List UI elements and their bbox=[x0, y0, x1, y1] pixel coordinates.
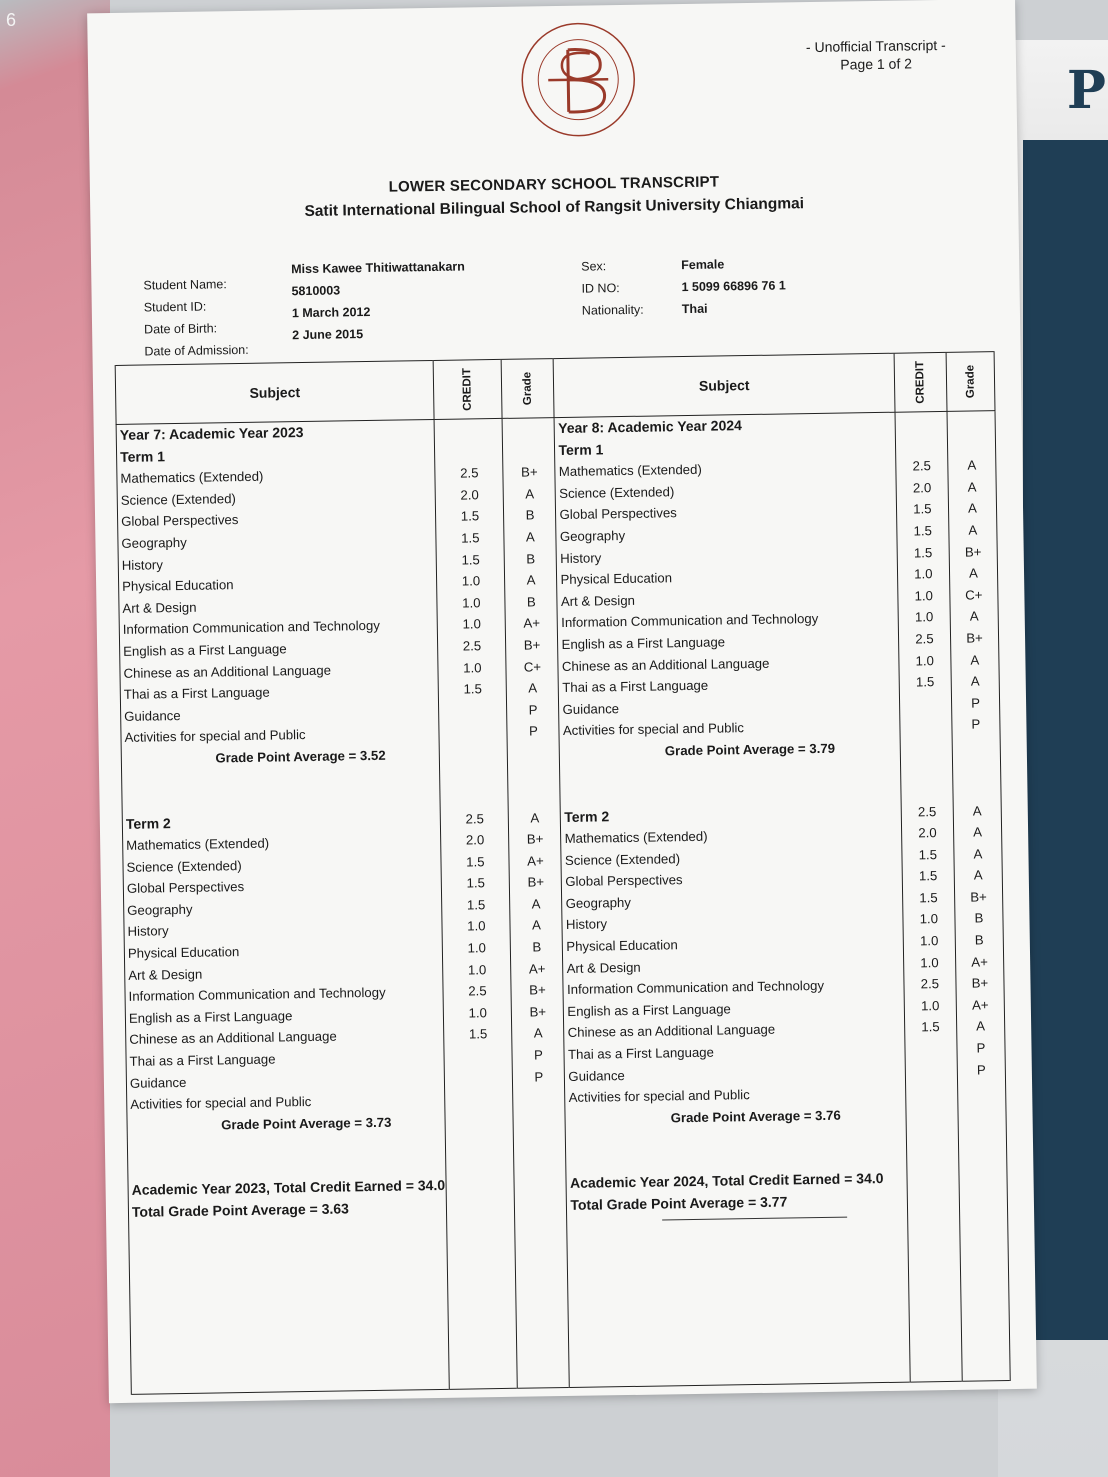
total-credit: Academic Year 2024, Total Credit Earned = 34.0 bbox=[569, 1170, 884, 1192]
grade-value: A bbox=[976, 1018, 986, 1034]
credit-value: 1.0 bbox=[914, 609, 934, 625]
background-navy-panel bbox=[1023, 140, 1108, 1340]
subject-row: Thai as a First Language bbox=[129, 1051, 276, 1069]
spacer bbox=[503, 440, 554, 462]
year7-subject-column bbox=[116, 419, 450, 1394]
spacer bbox=[441, 786, 508, 809]
subject-row: Geography bbox=[559, 527, 626, 544]
credit-value: 1.0 bbox=[919, 933, 939, 949]
credit-value: 2.5 bbox=[915, 631, 934, 647]
spacer bbox=[560, 758, 900, 806]
total-gpa: Total Grade Point Average = 3.63 bbox=[131, 1200, 350, 1220]
grade-value: A bbox=[531, 917, 541, 933]
credit-value: 1.0 bbox=[914, 566, 933, 582]
dob-label: Date of Birth: bbox=[144, 321, 218, 337]
grade-value: B+ bbox=[970, 889, 987, 905]
sex: Female bbox=[681, 257, 725, 273]
grade-value: A+ bbox=[971, 954, 988, 970]
subject-row: Global Perspectives bbox=[121, 512, 239, 530]
grade-value: A bbox=[531, 896, 541, 912]
credit-value: 1.5 bbox=[913, 501, 932, 517]
spacer bbox=[901, 779, 952, 801]
credit-value: 1.0 bbox=[468, 1005, 488, 1021]
credit-value bbox=[906, 1059, 957, 1081]
spacer bbox=[128, 1132, 446, 1180]
grade-value: A bbox=[526, 572, 536, 588]
subject-row: Physical Education bbox=[560, 570, 673, 588]
term-gpa: Grade Point Average = 3.52 bbox=[215, 747, 386, 766]
grade-value: B+ bbox=[529, 1004, 547, 1020]
credit-value bbox=[439, 700, 506, 723]
credit-value: 1.0 bbox=[920, 954, 939, 971]
term-heading: Term 1 bbox=[119, 447, 166, 465]
spacer bbox=[953, 778, 1000, 800]
credit-value: 1.5 bbox=[918, 868, 938, 884]
subject-row: Mathematics (Extended) bbox=[558, 461, 702, 480]
grade-value: A bbox=[525, 486, 535, 502]
grade-value: A bbox=[967, 457, 977, 473]
grade-value: A+ bbox=[528, 960, 546, 977]
subject-row: English as a First Language bbox=[561, 634, 726, 652]
transcript-paper bbox=[87, 0, 1037, 1403]
spacer bbox=[508, 742, 560, 786]
year-heading: Year 7: Academic Year 2023 bbox=[119, 424, 304, 443]
sex-label: Sex: bbox=[581, 259, 607, 274]
credit-value: 2.5 bbox=[468, 983, 487, 999]
background-tab-number: 6 bbox=[6, 10, 17, 30]
term-gpa: Grade Point Average = 3.76 bbox=[670, 1107, 841, 1126]
spacer bbox=[895, 412, 946, 434]
grade-value: B+ bbox=[966, 630, 983, 646]
grade-value: P bbox=[971, 716, 981, 732]
student-info-values-right bbox=[681, 252, 786, 320]
spacer bbox=[896, 434, 947, 456]
credit-header-left: CREDIT bbox=[433, 359, 502, 419]
credit-value: 2.0 bbox=[460, 487, 479, 503]
grade-header-left: Grade bbox=[502, 359, 555, 419]
subject-row: Art & Design bbox=[128, 966, 203, 983]
credit-value: 2.0 bbox=[465, 832, 485, 848]
term-heading: Term 1 bbox=[558, 440, 604, 458]
grade-value: P bbox=[533, 1047, 544, 1063]
student-id: 5810003 bbox=[291, 283, 341, 299]
credit-value: 1.5 bbox=[915, 674, 935, 690]
credit-value: 1.5 bbox=[466, 853, 485, 870]
grade-value: P bbox=[528, 723, 538, 739]
grade-value: B+ bbox=[527, 874, 545, 890]
subject-row: Thai as a First Language bbox=[562, 677, 709, 696]
subject-row: Guidance bbox=[568, 1067, 625, 1084]
subject-row: Guidance bbox=[562, 700, 620, 717]
school-name: Satit International Bilingual School of Rangsit University Chiangmai bbox=[304, 195, 805, 220]
subject-header-right: Subject bbox=[554, 353, 895, 417]
subject-row: History bbox=[121, 556, 163, 573]
grade-value: A bbox=[968, 522, 978, 538]
page-number: Page 1 of 2 bbox=[840, 55, 913, 73]
subject-row: Geography bbox=[121, 534, 187, 551]
subject-row: History bbox=[127, 923, 169, 940]
subject-row: Chinese as an Additional Language bbox=[561, 655, 770, 674]
term-heading: Term 2 bbox=[125, 814, 171, 832]
grade-value: B bbox=[525, 507, 535, 523]
idno-label: ID NO: bbox=[581, 281, 620, 296]
school-seal-icon bbox=[507, 19, 649, 141]
credit-value: 2.5 bbox=[462, 638, 482, 654]
subject-row: Activities for special and Public bbox=[568, 1087, 750, 1106]
grade-value: C+ bbox=[523, 658, 542, 675]
credit-value: 1.0 bbox=[919, 911, 939, 927]
subject-row: Art & Design bbox=[122, 599, 197, 616]
spacer bbox=[566, 1125, 906, 1173]
grade-value: A bbox=[972, 802, 982, 819]
spacer bbox=[952, 735, 1000, 779]
term-gpa: Grade Point Average = 3.79 bbox=[664, 740, 836, 759]
spacer bbox=[503, 418, 554, 440]
credit-value: 1.5 bbox=[466, 875, 486, 891]
student-info-values bbox=[291, 255, 466, 346]
student-id-label: Student ID: bbox=[143, 299, 207, 315]
subject-row: Information Communication and Technology bbox=[561, 611, 819, 631]
subject-header-left: Subject bbox=[115, 360, 434, 424]
credit-value: 1.5 bbox=[466, 897, 486, 913]
spacer bbox=[948, 433, 995, 455]
spacer bbox=[440, 743, 508, 787]
grades-table bbox=[115, 351, 1011, 1395]
spacer bbox=[509, 785, 560, 807]
credit-value: 1.0 bbox=[462, 616, 481, 632]
nationality-label: Nationality: bbox=[581, 302, 644, 318]
grade-value: P bbox=[534, 1068, 544, 1085]
grade-value: B+ bbox=[529, 982, 546, 998]
subject-row: Physical Education bbox=[122, 577, 234, 595]
credit-value: 1.5 bbox=[468, 1026, 488, 1042]
credit-value: 1.0 bbox=[920, 997, 940, 1014]
grade-value: B+ bbox=[526, 831, 544, 847]
subject-row: English as a First Language bbox=[123, 641, 287, 659]
credit-value: 2.0 bbox=[918, 825, 937, 841]
subject-row: Thai as a First Language bbox=[567, 1044, 715, 1062]
credit-value bbox=[900, 693, 951, 715]
subject-row: Thai as a First Language bbox=[123, 684, 270, 703]
subject-row: Mathematics (Extended) bbox=[126, 835, 270, 853]
subject-row: Science (Extended) bbox=[564, 850, 681, 868]
grade-value: P bbox=[976, 1040, 986, 1056]
credit-value: 1.5 bbox=[463, 681, 482, 697]
term-gpa: Grade Point Average = 3.73 bbox=[221, 1114, 392, 1133]
subject-row: History bbox=[565, 916, 608, 933]
credit-value: 2.5 bbox=[460, 465, 479, 481]
year-heading: Year 8: Academic Year 2024 bbox=[558, 417, 742, 437]
grade-value: B bbox=[532, 939, 542, 955]
grade-value: A bbox=[528, 680, 538, 696]
credit-header-right: CREDIT bbox=[894, 352, 947, 412]
grade-header-right: Grade bbox=[946, 352, 995, 412]
grade-value: A bbox=[970, 651, 980, 668]
grade-value: A bbox=[970, 673, 980, 689]
grade-value: A+ bbox=[971, 997, 989, 1013]
subject-row: Activities for special and Public bbox=[562, 720, 745, 739]
credit-value: 2.5 bbox=[465, 810, 485, 827]
subject-row: Art & Design bbox=[566, 959, 641, 976]
table-body-row bbox=[116, 411, 1010, 1395]
credit-value: 1.0 bbox=[467, 961, 487, 978]
grade-value: C+ bbox=[965, 587, 983, 603]
spacer bbox=[122, 765, 440, 813]
credit-value: 1.5 bbox=[913, 544, 933, 561]
grade-value: A bbox=[533, 1025, 543, 1041]
grade-value: A bbox=[967, 500, 977, 516]
credit-value: 1.0 bbox=[914, 587, 934, 604]
student-name-label: Student Name: bbox=[143, 277, 227, 293]
student-info-labels bbox=[143, 273, 249, 363]
grade-value: B bbox=[974, 932, 984, 948]
subject-row: Activities for special and Public bbox=[124, 727, 306, 746]
credit-value bbox=[445, 1045, 512, 1068]
total-credit: Academic Year 2023, Total Credit Earned = 34.0 bbox=[131, 1177, 446, 1199]
year8-subject-column bbox=[555, 412, 911, 1387]
subject-row: Global Perspectives bbox=[559, 505, 677, 523]
grade-value: P bbox=[976, 1062, 986, 1078]
credit-value: 1.0 bbox=[462, 595, 481, 611]
credit-value bbox=[905, 1038, 956, 1060]
subject-row: Mathematics (Extended) bbox=[120, 468, 264, 487]
subject-row: Information Communication and Technology bbox=[128, 985, 386, 1005]
grade-value: A bbox=[969, 608, 979, 624]
subject-row: Science (Extended) bbox=[559, 483, 675, 501]
unofficial-notice bbox=[806, 36, 946, 74]
subject-row: Chinese as an Additional Language bbox=[123, 662, 332, 681]
credit-value: 1.0 bbox=[463, 659, 482, 676]
grade-value: B bbox=[526, 594, 536, 610]
student-name: Miss Kawee Thitiwattanakarn bbox=[291, 259, 465, 277]
grade-value: B+ bbox=[520, 464, 538, 480]
subject-row: Information Communication and Technology bbox=[566, 978, 825, 998]
credit-value bbox=[900, 714, 951, 736]
credit-value: 1.5 bbox=[460, 508, 480, 524]
subject-row: Science (Extended) bbox=[120, 490, 236, 508]
grade-value: A bbox=[530, 809, 540, 826]
credit-value: 1.0 bbox=[467, 918, 486, 934]
credit-value: 2.5 bbox=[920, 976, 940, 992]
credit-value: 2.5 bbox=[917, 803, 937, 819]
subject-row: English as a First Language bbox=[567, 1001, 731, 1019]
subject-row: Mathematics (Extended) bbox=[564, 828, 708, 847]
grade-value: B+ bbox=[971, 975, 989, 991]
nationality: Thai bbox=[681, 301, 708, 317]
grade-value: P bbox=[971, 695, 981, 711]
credit-value: 1.5 bbox=[919, 889, 938, 906]
credit-value: 1.0 bbox=[467, 940, 487, 956]
subject-row: Global Perspectives bbox=[126, 879, 245, 897]
subject-row: Information Communication and Technology bbox=[122, 618, 380, 638]
credit-value: 1.5 bbox=[461, 530, 480, 546]
grade-value: B bbox=[974, 910, 984, 927]
subject-row: English as a First Language bbox=[128, 1008, 293, 1026]
grade-value: B bbox=[526, 550, 536, 567]
grade-value: A+ bbox=[527, 852, 544, 869]
grade-value: B+ bbox=[523, 637, 541, 653]
credit-value: 2.5 bbox=[912, 458, 932, 474]
spacer bbox=[900, 736, 952, 780]
grade-value: A bbox=[973, 867, 983, 883]
student-info-labels-right bbox=[581, 255, 644, 322]
grade-value: A bbox=[973, 846, 983, 862]
signature-line bbox=[663, 1216, 848, 1220]
credit-value: 1.5 bbox=[913, 523, 933, 539]
credit-value bbox=[440, 721, 507, 744]
subject-row: Geography bbox=[565, 894, 632, 911]
dob: 1 March 2012 bbox=[291, 304, 371, 321]
total-gpa: Total Grade Point Average = 3.77 bbox=[570, 1193, 788, 1213]
spacer bbox=[947, 411, 994, 433]
credit-value: 1.5 bbox=[921, 1019, 940, 1035]
subject-row: Science (Extended) bbox=[126, 857, 242, 875]
grade-value: A bbox=[973, 824, 983, 840]
unofficial-label: - Unofficial Transcript - bbox=[805, 36, 946, 56]
spacer bbox=[435, 440, 502, 463]
subject-row: Guidance bbox=[124, 707, 181, 724]
spacer bbox=[435, 419, 502, 442]
subject-row: Chinese as an Additional Language bbox=[129, 1029, 337, 1048]
subject-row: Guidance bbox=[129, 1074, 187, 1091]
transcript-title: LOWER SECONDARY SCHOOL TRANSCRIPT bbox=[388, 173, 720, 196]
admission-date: 2 June 2015 bbox=[292, 327, 364, 343]
credit-value: 1.0 bbox=[915, 652, 935, 668]
credit-value: 1.5 bbox=[461, 551, 480, 568]
grade-value: B+ bbox=[964, 543, 982, 560]
subject-row: Physical Education bbox=[566, 937, 678, 955]
credit-value bbox=[445, 1066, 512, 1089]
credit-value: 2.0 bbox=[912, 479, 932, 496]
subject-row: Art & Design bbox=[560, 592, 636, 609]
credit-value: 1.5 bbox=[918, 846, 938, 863]
subject-row: Geography bbox=[127, 901, 193, 918]
subject-row: Chinese as an Additional Language bbox=[567, 1022, 776, 1041]
grade-value: A bbox=[968, 565, 979, 581]
credit-value: 1.0 bbox=[461, 573, 481, 589]
subject-row: Activities for special and Public bbox=[130, 1094, 312, 1113]
subject-row: Global Perspectives bbox=[565, 872, 683, 890]
grade-value: A bbox=[525, 529, 535, 545]
subject-row: History bbox=[560, 549, 602, 566]
grade-value: P bbox=[528, 702, 538, 718]
subject-row: Physical Education bbox=[127, 944, 240, 961]
background-letter: P bbox=[1066, 60, 1106, 121]
term-heading: Term 2 bbox=[564, 807, 610, 825]
grade-value: A+ bbox=[523, 615, 541, 631]
admission-label: Date of Admission: bbox=[144, 342, 249, 359]
idno: 1 5099 66896 76 1 bbox=[681, 278, 786, 295]
grade-value: A bbox=[967, 479, 977, 495]
